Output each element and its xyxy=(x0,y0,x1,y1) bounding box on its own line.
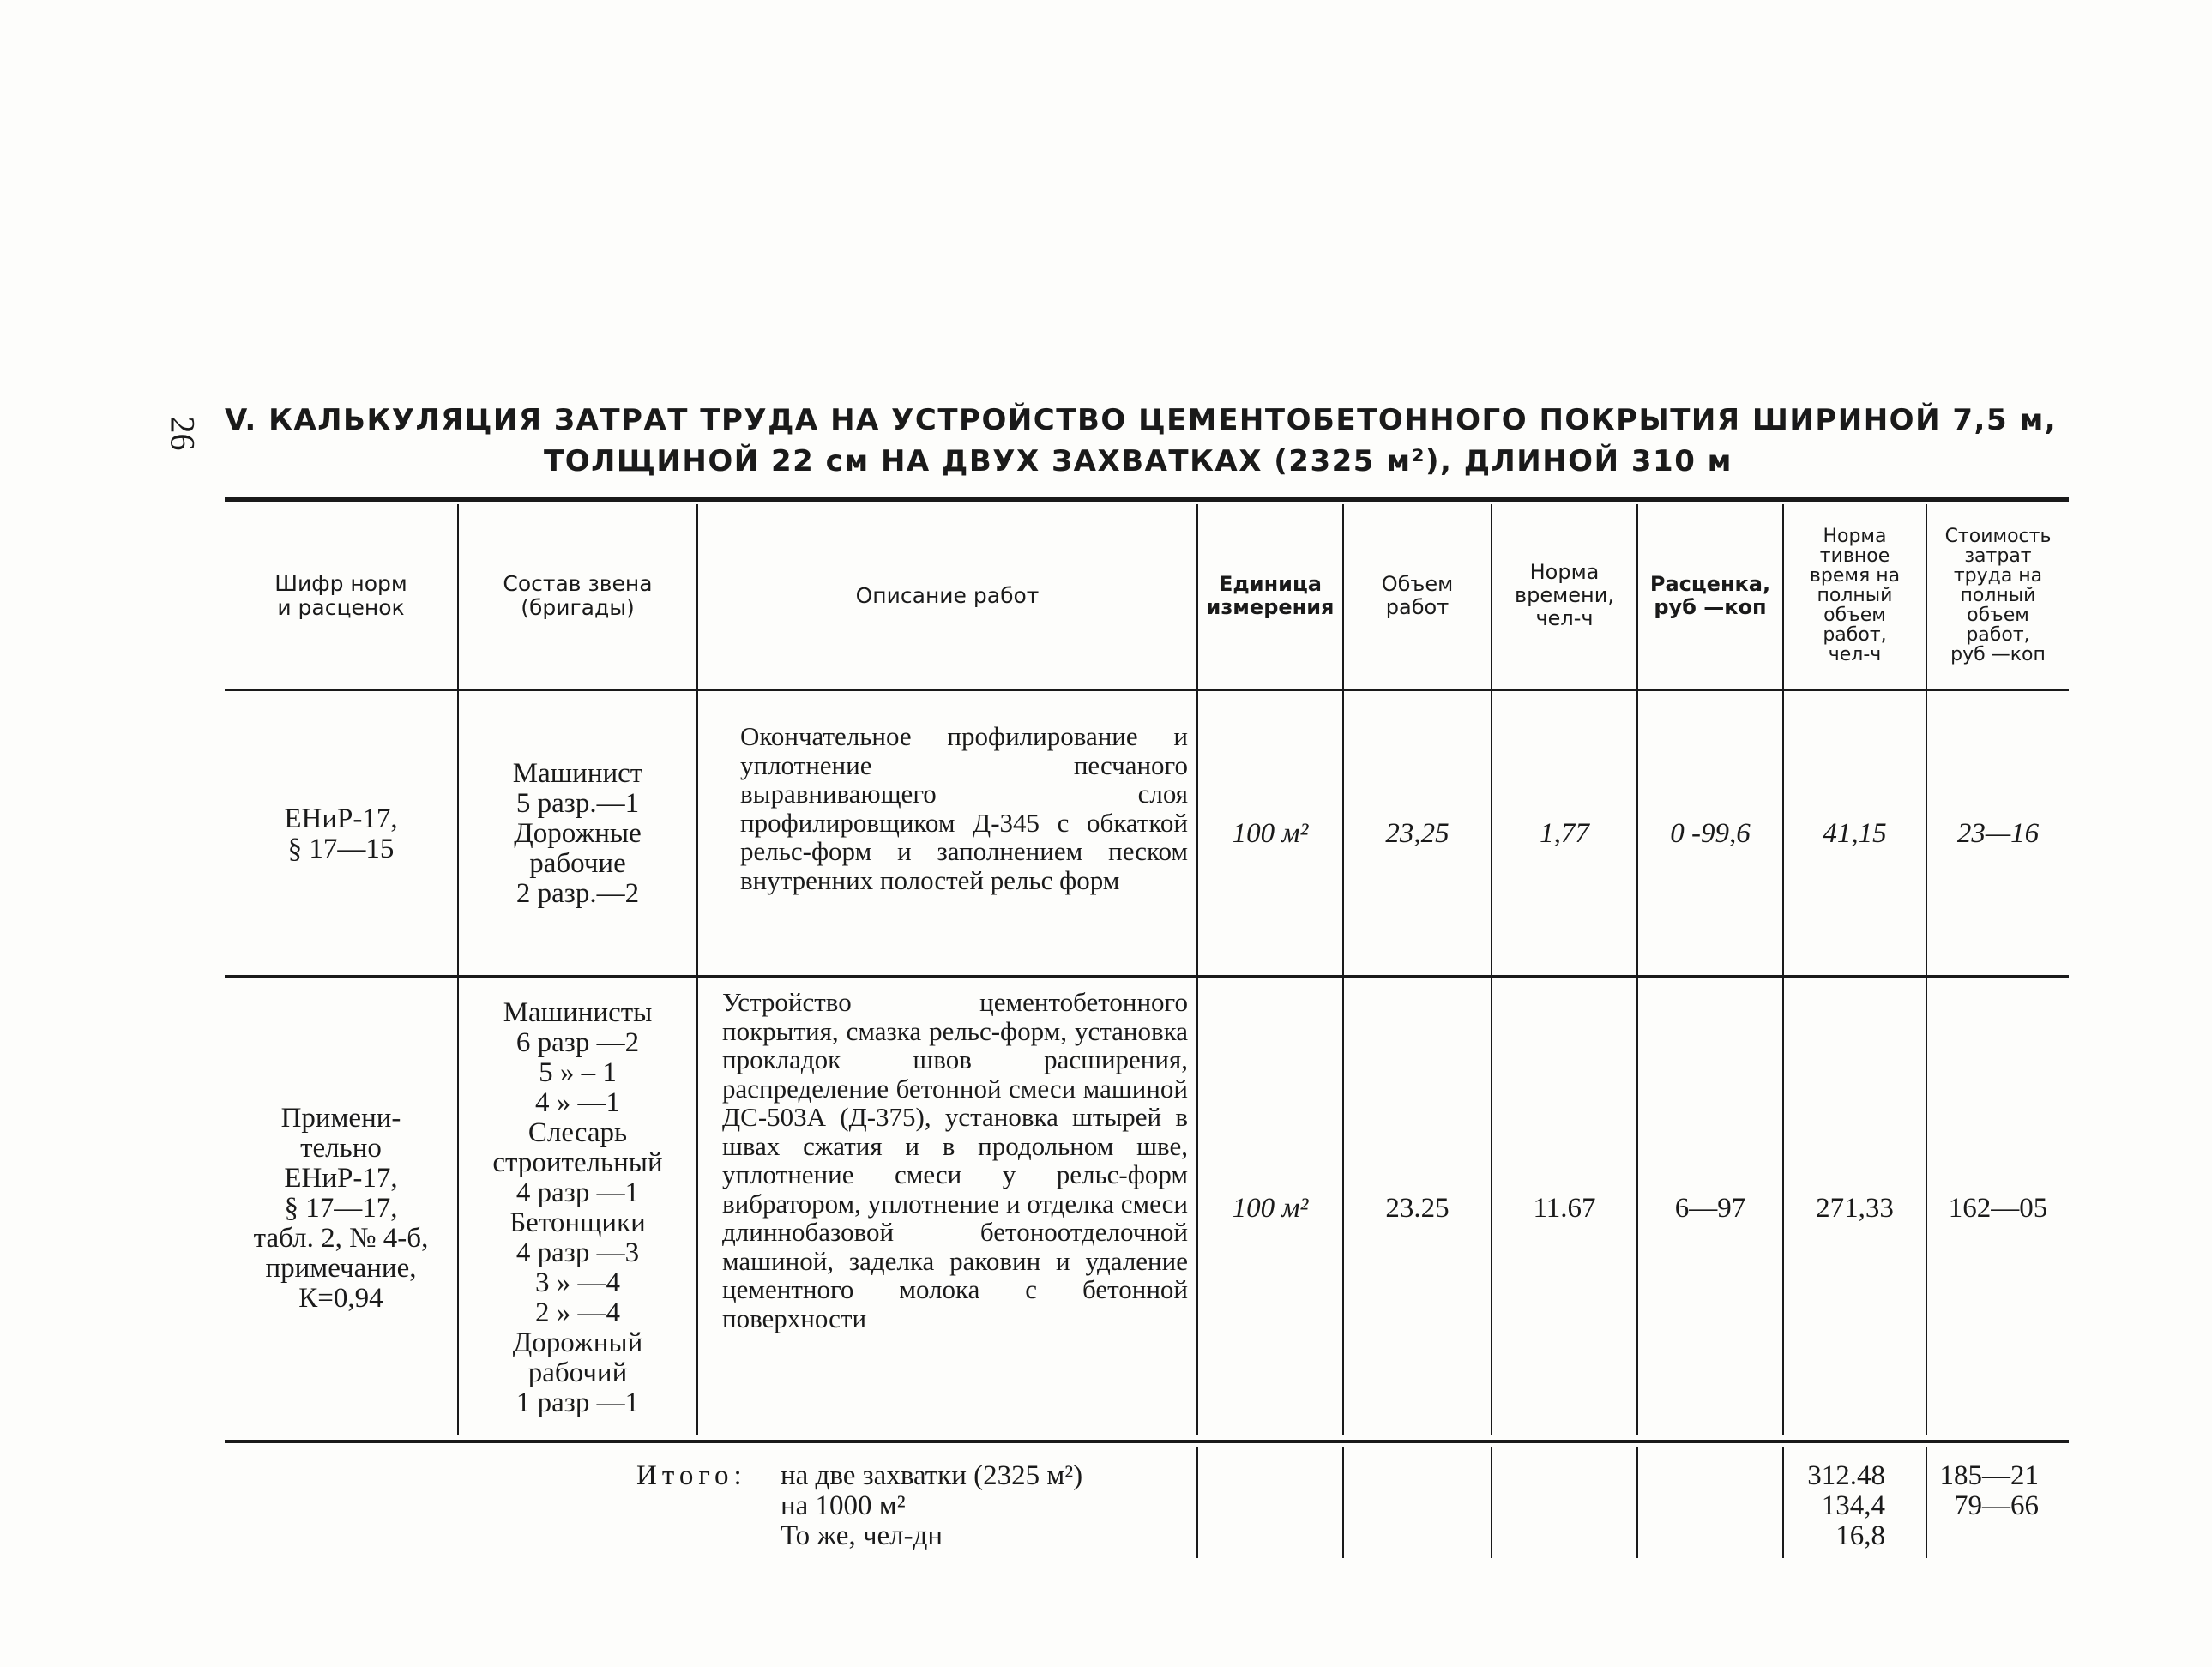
column-divider xyxy=(1636,1447,1638,1558)
row-separator xyxy=(225,975,2069,978)
table-top-rule xyxy=(225,497,2069,502)
page-title-line-1: V. КАЛЬКУЛЯЦИЯ ЗАТРАТ ТРУДА НА УСТРОЙСТВО ЦЕМЕНТОБЕТОННОГО ПОКРЫТИЯ ШИРИНОЙ 7,5 м, xyxy=(225,403,2058,437)
header-time-norm: Норма времени, чел-ч xyxy=(1515,560,1614,630)
column-divider xyxy=(1342,1447,1344,1558)
header-rate: Расценка, руб —коп xyxy=(1649,571,1771,619)
column-divider xyxy=(1491,1447,1492,1558)
column-divider xyxy=(1782,1447,1784,1558)
row-2-total-cost: 162—05 xyxy=(1948,1192,2048,1224)
row-1-time-norm: 1,77 xyxy=(1540,818,1589,849)
totals-time-per-1000: 134,4 xyxy=(1821,1490,1885,1521)
row-1-total-cost: 23—16 xyxy=(1956,818,2040,849)
header-total-time: Норма тивное время на полный объем работ, чел-ч xyxy=(1809,526,1901,665)
row-2-crew: Машинисты 6 разр —2 5 » – 1 4 » —1 Слесарь строительный 4 разр —1 Бетонщики 4 разр —3 3 » —4 2 » —4 Дорожный рабочий 1 разр —1 xyxy=(492,997,663,1418)
page-title-line-2: ТОЛЩИНОЙ 22 см НА ДВУХ ЗАХВАТКАХ (2325 м²), ДЛИНОЙ 310 м xyxy=(544,444,1733,478)
header-volume: Объем работ xyxy=(1381,571,1454,619)
header-bottom-rule xyxy=(225,689,2069,691)
row-2-rate: 6—97 xyxy=(1674,1192,1746,1224)
column-divider xyxy=(1926,1447,1927,1558)
row-2-description: Устройство цементобетонного покрытия, смазка рельс-форм, установка прокладок швов расширения, распределение бетонной смеси машиной ДС-503А (Д-375), установка штырей в швах сжатия и в продольном шве, уплотнение смеси у рельс-форм вибратором, уплотнение и отделка смеси длиннобазовой бетоноотделочной машиной, заделка раковин и удаление цементного молока с бетонной поверхности xyxy=(722,987,1188,1333)
row-1-total-time: 41,15 xyxy=(1823,818,1887,849)
totals-line-per-1000: на 1000 м² xyxy=(781,1490,906,1521)
totals-cost-per-1000: 79—66 xyxy=(1954,1490,2039,1521)
header-crew: Состав звена (бригады) xyxy=(503,570,653,620)
totals-rule xyxy=(225,1440,2069,1443)
row-1-crew: Машинист 5 разр.—1 Дорожные рабочие 2 разр.—2 xyxy=(512,758,643,909)
header-total-cost: Стоимость затрат труда на полный объем работ, руб —коп xyxy=(1944,526,2052,665)
row-2-unit: 100 м² xyxy=(1232,1192,1309,1224)
page-number: 26 xyxy=(163,416,202,451)
header-code: Шифр норм и расценок xyxy=(274,570,407,620)
header-unit: Единица измерения xyxy=(1206,571,1335,619)
row-1-volume: 23,25 xyxy=(1385,818,1450,849)
totals-time-two-stages: 312.48 xyxy=(1807,1460,1885,1491)
row-2-total-time: 271,33 xyxy=(1816,1192,1894,1224)
totals-line-two-stages: на две захватки (2325 м²) xyxy=(781,1460,1083,1491)
row-1-unit: 100 м² xyxy=(1232,818,1309,849)
row-2-volume: 23.25 xyxy=(1385,1192,1450,1224)
column-divider xyxy=(1196,1447,1198,1558)
totals-line-man-days: То же, чел-дн xyxy=(781,1520,943,1551)
row-1-rate: 0 -99,6 xyxy=(1670,818,1751,849)
header-description: Описание работ xyxy=(855,582,1040,608)
totals-label: Итого: xyxy=(636,1460,747,1491)
row-2-code: Примени- тельно ЕНиР-17, § 17—17, табл. 2, № 4-б, примечание, К=0,94 xyxy=(253,1102,429,1314)
row-1-code: ЕНиР-17, § 17—15 xyxy=(284,803,398,864)
totals-cost-two-stages: 185—21 xyxy=(1939,1460,2039,1491)
row-2-time-norm: 11.67 xyxy=(1533,1192,1596,1224)
row-1-description: Окончательное профилирование и уплотнение песчаного выравнивающего слоя профилировщиком Д-345 с обкаткой рельс-форм и заполнением песком внутренних полостей рельс форм xyxy=(740,721,1188,895)
totals-time-man-days: 16,8 xyxy=(1835,1520,1885,1551)
